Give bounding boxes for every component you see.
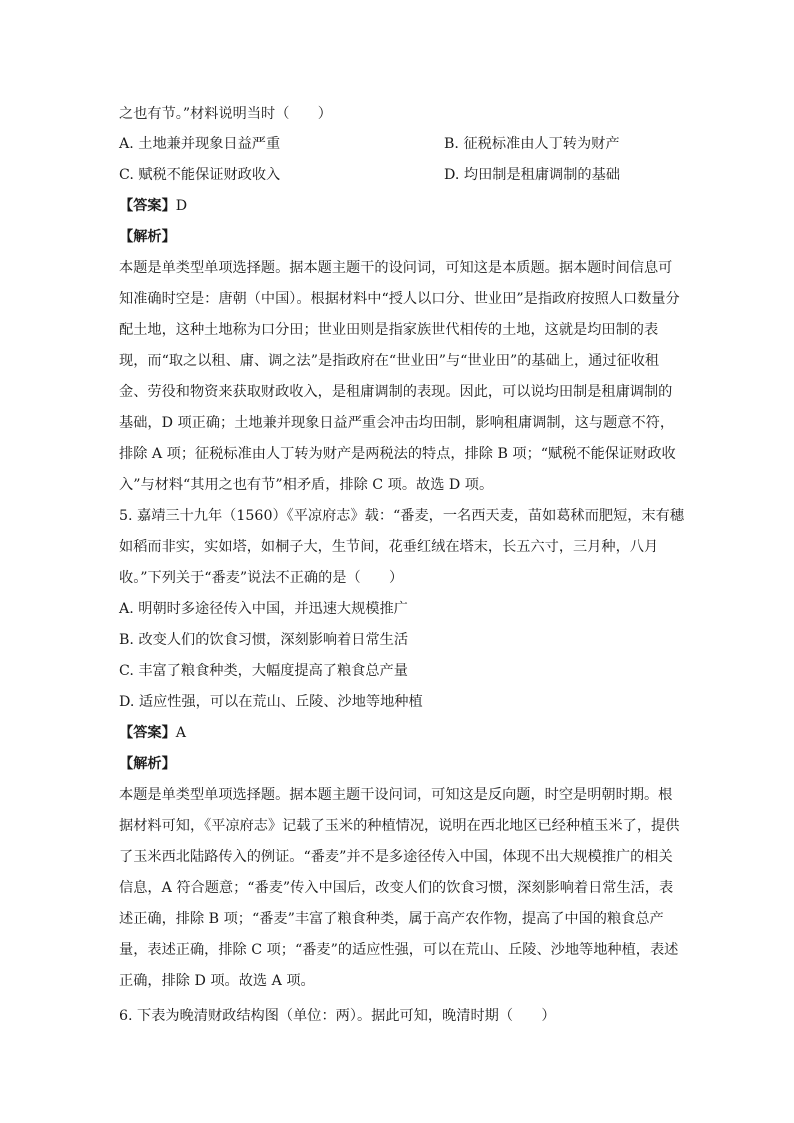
q4-analysis-line: 基础，D 项正确；土地兼并现象日益严重会冲击均田制，影响租庸调制，这与题意不符，: [119, 415, 675, 431]
q5-analysis-tag: 【解析】: [119, 756, 176, 772]
q4-answer-tag: 【答案】: [119, 198, 176, 214]
q5-option-b: B. 改变人们的饮食习惯，深刻影响着日常生活: [119, 632, 409, 648]
q5-option-c: C. 丰富了粮食种类，大幅度提高了粮食总产量: [119, 663, 408, 679]
q5-stem-line: 如稻而非实，实如塔，如桐子大，生节间，花垂红绒在塔末，长五六寸，三月种，八月: [119, 539, 659, 555]
q5-option-a: A. 明朝时多途径传入中国，并迅速大规模推广: [119, 601, 408, 617]
q5-analysis-line: 本题是单类型单项选择题。据本题主题干设问词，可知这是反向题，时空是明朝时期。根: [119, 787, 673, 803]
q4-stem-tail: 之也有节。”材料说明当时（ ）: [119, 106, 332, 122]
q4-analysis-line: 配土地，这种土地称为口分田；世业田则是指家族世代相传的土地，这就是均田制的表: [119, 322, 659, 338]
q4-analysis-line: 本题是单类型单项选择题。据本题主题干的设问词，可知这是本质题。据本题时间信息可: [119, 260, 673, 276]
q4-option-d: D. 均田制是租庸调制的基础: [444, 167, 620, 183]
q5-analysis-line: 了玉米西北陆路传入的例证。“番麦”并不是多途径传入中国，体现不出大规模推广的相关: [119, 849, 673, 865]
q5-option-d: D. 适应性强，可以在荒山、丘陵、沙地等地种植: [119, 694, 423, 710]
q5-answer-tag: 【答案】: [119, 725, 176, 741]
q4-analysis-line: 现，而“取之以租、庸、调之法”是指政府在“世业田”与“世业田”的基础上，通过征收租: [119, 353, 660, 369]
q4-answer-value: D: [175, 198, 188, 214]
q4-option-a: A. 土地兼并现象日益严重: [119, 136, 281, 152]
q5-analysis-line: 正确，排除 D 项。故选 A 项。: [119, 973, 315, 989]
q5-answer-value: A: [175, 725, 187, 741]
q4-option-c: C. 赋税不能保证财政收入: [119, 167, 281, 183]
q4-answer: [119, 196, 679, 216]
q4-analysis-tag: 【解析】: [119, 229, 176, 245]
q4-analysis-line: 知准确时空是：唐朝（中国）。根据材料中“授人以口分、世业田”是指政府按照人口数量分: [119, 291, 680, 307]
q4-analysis-line: 排除 A 项；征税标准由人丁转为财产是两税法的特点，排除 B 项；“赋税不能保证财政收: [119, 446, 676, 462]
q5-analysis-line: 据材料可知，《平凉府志》记载了玉米的种植情况，说明在西北地区已经种植玉米了，提供: [119, 818, 680, 834]
q4-option-b: B. 征税标准由人丁转为财产: [444, 136, 620, 152]
q5-answer: [119, 723, 679, 743]
q5-analysis-line: 量，表述正确，排除 C 项；“番麦”的适应性强，可以在荒山、丘陵、沙地等地种植，表述: [119, 942, 679, 958]
q4-analysis-line: 金、劳役和物资来获取财政收入，是租庸调制的表现。因此，可以说均田制是租庸调制的: [119, 384, 673, 400]
q5-stem-line: 5. 嘉靖三十九年（1560）《平凉府志》载：“番麦，一名西天麦，苗如葛秫而肥短，末有穗: [119, 508, 685, 524]
q5-analysis-line: 述正确，排除 B 项；“番麦”丰富了粮食种类，属于高产农作物，提高了中国的粮食总产: [119, 911, 664, 927]
q5-stem-line: 收。”下列关于“番麦”说法不正确的是（ ）: [119, 570, 404, 586]
q5-analysis-line: 信息，A 符合题意；“番麦”传入中国后，改变人们的饮食习惯，深刻影响着日常生活，表: [119, 880, 674, 896]
q6-stem-line: 6. 下表为晚清财政结构图（单位：两）。据此可知，晚清时期（ ）: [119, 1008, 556, 1024]
q4-analysis-line: 入”与材料“其用之也有节”相矛盾，排除 C 项。故选 D 项。: [119, 477, 494, 493]
